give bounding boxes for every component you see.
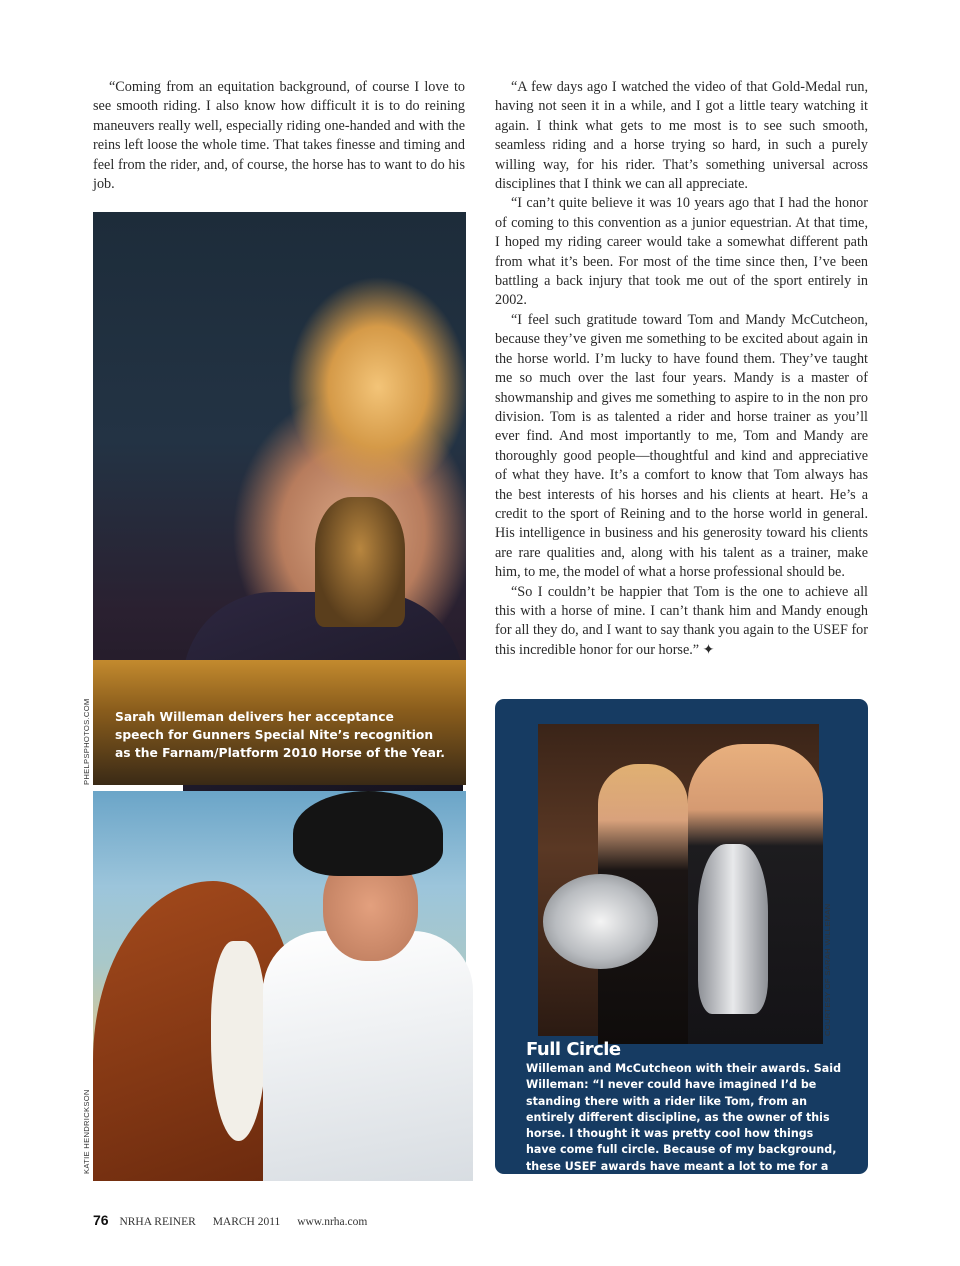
speech-photo	[93, 212, 466, 785]
speech-photo-caption: Sarah Willeman delivers her acceptance speech for Gunners Special Nite’s recognition as the Farnam/Platform 2010 Horse of the Year.	[115, 710, 445, 760]
body-paragraph: “So I couldn’t be happier that Tom is the one to achieve all this with a horse of mine. I can’t thank him and Mandy enough for all they do, and I want to say thank you again to the USEF for this incredible honor for our horse.” ✦	[495, 583, 868, 658]
photo-trophy	[315, 497, 405, 627]
photo-rider-figure	[263, 931, 473, 1181]
page-number: 76	[93, 1212, 109, 1228]
page-footer	[93, 1212, 367, 1228]
awards-photo	[538, 724, 819, 1036]
photo-credit: COURTESY OF SARAH WILLEMAN	[823, 903, 832, 1036]
publication-name: NRHA REINER	[119, 1216, 196, 1228]
body-paragraph: “I feel such gratitude toward Tom and Mandy McCutcheon, because they’ve given me something to be excited about again in the horse world. I’m lucky to have found them. They’ve taught me so much over the last four years. Mandy is a master of showmanship and gives me something to aspire to in the non pro division. Tom is as talented a rider and horse trainer as you’ll ever find. And most importantly to me, Tom and Mandy are thoroughly good people—thoughtful and kind and appreciative of what they have. It’s a comfort to know that Tom always has the best interests of his horses and his clients at heart. He’s a credit to the sport of Reining and to the horse world in general. His intelligence in business and his generosity toward his clients are rare qualities and, along with his talent as a trainer, make him, to me, the model of what a horse professional should be.	[495, 311, 868, 581]
issue-date: MARCH 2011	[212, 1216, 281, 1228]
photo-credit: KATIE HENDRICKSON	[82, 1089, 91, 1174]
photo-horse-blaze	[211, 941, 266, 1141]
body-paragraph: “Coming from an equitation background, of course I love to see smooth riding. I also know how difficult it is to do reining maneuvers really well, especially riding one-handed and with the reins left loose the whole time. That takes finesse and timing and feel from the rider, and, of course, the horse has to want to do his job.	[93, 79, 465, 193]
photo-credit: PHELPSPHOTOS.COM	[82, 698, 91, 785]
body-paragraph: “A few days ago I watched the video of that Gold-Medal run, having not seen it in a while, and I got a little teary watching it again. I think what gets to me most is to see such smooth, seamless riding and a horse trying so hard, in such a purely willing way, for his rider. That’s something universal across disciplines that I think we can all appreciate.	[495, 79, 868, 193]
sidebar-caption: Willeman and McCutcheon with their awards. Said Willeman: “I never could have imagined I’d be standing there with a rider like Tom, from an entirely different discipline, as the owner of this horse. I thought it was pretty cool how things have come full circle. Because of my background, these USEF awards have meant a lot to me for a long time.”	[526, 1062, 842, 1190]
sidebar-box	[495, 699, 868, 1190]
horse-photo	[93, 791, 466, 1174]
website-link[interactable]: www.nrha.com	[297, 1216, 368, 1228]
right-column	[495, 78, 868, 660]
photo-cup	[698, 844, 768, 1014]
photo-platter	[543, 874, 658, 969]
sidebar-title: Full Circle	[526, 1039, 621, 1060]
body-paragraph: “I can’t quite believe it was 10 years ago that I had the honor of coming to this convention as a junior equestrian. At that time, I hoped my riding career would take a somewhat different path from what it’s been. For most of the time since then, I’ve been battling a back injury that took me out of the sport entirely in 2002.	[495, 195, 868, 309]
photo-rider-hat	[293, 791, 443, 876]
